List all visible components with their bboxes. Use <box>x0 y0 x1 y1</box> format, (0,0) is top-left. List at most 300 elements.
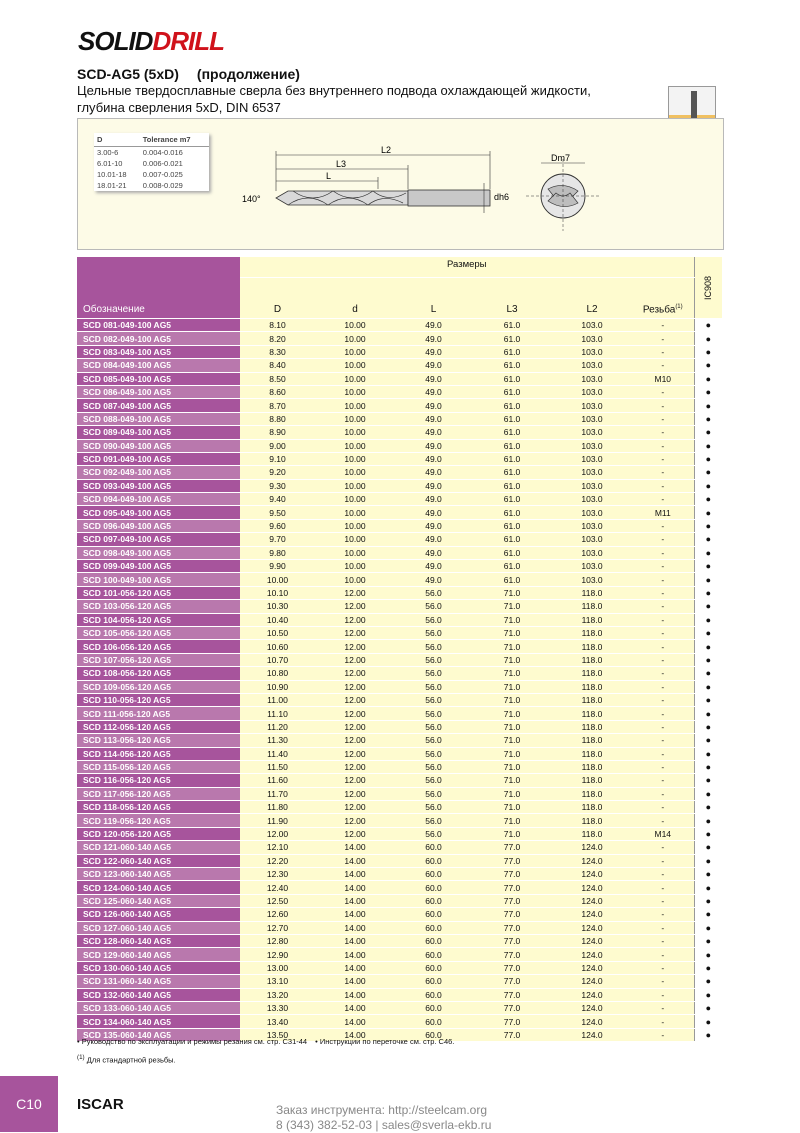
designation-cell: SCD 127-060-140 AG5 <box>77 921 240 934</box>
tol-range-cell: 3.00-6 <box>97 148 119 157</box>
designation-cell: SCD 130-060-140 AG5 <box>77 961 240 974</box>
thread-cell: - <box>632 452 694 465</box>
L3-cell: 77.0 <box>472 894 552 907</box>
d-cell: 14.00 <box>315 961 395 974</box>
designation-cell: SCD 094-049-100 AG5 <box>77 493 240 506</box>
designation-cell: SCD 119-056-120 AG5 <box>77 814 240 827</box>
table-row <box>77 466 722 479</box>
D-cell: 11.00 <box>240 693 315 706</box>
D-cell: 10.60 <box>240 640 315 653</box>
d-cell: 12.00 <box>315 667 395 680</box>
thread-cell: - <box>632 385 694 398</box>
d-cell: 14.00 <box>315 975 395 988</box>
thread-cell: - <box>632 814 694 827</box>
thread-cell: M14 <box>632 827 694 840</box>
designation-cell: SCD 104-056-120 AG5 <box>77 613 240 626</box>
table-row <box>77 600 722 613</box>
D-cell: 10.00 <box>240 573 315 586</box>
thread-cell: - <box>632 560 694 573</box>
designation-cell: SCD 103-056-120 AG5 <box>77 600 240 613</box>
d-cell: 12.00 <box>315 707 395 720</box>
L3-cell: 61.0 <box>472 506 552 519</box>
L2-cell: 118.0 <box>552 680 632 693</box>
header-designation: Обозначение <box>77 257 240 319</box>
d-cell: 10.00 <box>315 345 395 358</box>
thread-cell: - <box>632 747 694 760</box>
L-cell: 49.0 <box>395 466 472 479</box>
thread-cell: - <box>632 774 694 787</box>
L2-cell: 118.0 <box>552 734 632 747</box>
L2-cell: 124.0 <box>552 988 632 1001</box>
table-row <box>77 707 722 720</box>
D-cell: 10.10 <box>240 586 315 599</box>
L-cell: 60.0 <box>395 921 472 934</box>
stock-mark-cell: ● <box>694 546 722 559</box>
L3-cell: 71.0 <box>472 814 552 827</box>
designation-cell: SCD 096-049-100 AG5 <box>77 519 240 532</box>
L2-cell: 118.0 <box>552 707 632 720</box>
table-row <box>77 613 722 626</box>
stock-mark-cell: ● <box>694 519 722 532</box>
L-cell: 49.0 <box>395 546 472 559</box>
D-cell: 12.40 <box>240 881 315 894</box>
L2-cell: 118.0 <box>552 626 632 639</box>
designation-cell: SCD 087-049-100 AG5 <box>77 399 240 412</box>
L3-cell: 61.0 <box>472 533 552 546</box>
d-cell: 10.00 <box>315 359 395 372</box>
solid-drill-logo: SOLIDDRILL <box>78 26 224 56</box>
table-row <box>77 479 722 492</box>
L3-cell: 77.0 <box>472 881 552 894</box>
thread-cell: - <box>632 600 694 613</box>
thread-cell: - <box>632 533 694 546</box>
table-row <box>77 774 722 787</box>
L-cell: 56.0 <box>395 734 472 747</box>
L2-cell: 124.0 <box>552 1001 632 1014</box>
L2-cell: 118.0 <box>552 720 632 733</box>
L2-cell: 124.0 <box>552 854 632 867</box>
L3-cell: 71.0 <box>472 653 552 666</box>
L2-cell: 103.0 <box>552 372 632 385</box>
L3-cell: 71.0 <box>472 747 552 760</box>
designation-cell: SCD 110-056-120 AG5 <box>77 693 240 706</box>
tol-range-cell: 18.01-21 <box>97 181 127 190</box>
L2-cell: 124.0 <box>552 908 632 921</box>
D-cell: 11.80 <box>240 801 315 814</box>
d-cell: 14.00 <box>315 1001 395 1014</box>
L-cell: 60.0 <box>395 988 472 1001</box>
D-cell: 13.00 <box>240 961 315 974</box>
D-cell: 10.90 <box>240 680 315 693</box>
L2-cell: 124.0 <box>552 934 632 947</box>
stock-mark-cell: ● <box>694 908 722 921</box>
L2-cell: 118.0 <box>552 586 632 599</box>
L3-cell: 71.0 <box>472 640 552 653</box>
table-row <box>77 975 722 988</box>
stock-mark-cell: ● <box>694 372 722 385</box>
table-row <box>77 372 722 385</box>
d-cell: 12.00 <box>315 760 395 773</box>
stock-mark-cell: ● <box>694 412 722 425</box>
thread-cell: - <box>632 426 694 439</box>
L-cell: 60.0 <box>395 868 472 881</box>
d-cell: 12.00 <box>315 787 395 800</box>
L2-cell: 103.0 <box>552 560 632 573</box>
d-cell: 10.00 <box>315 439 395 452</box>
L2-cell: 103.0 <box>552 439 632 452</box>
label-l: L <box>326 171 332 181</box>
table-row <box>77 894 722 907</box>
table-row <box>77 399 722 412</box>
header-d: d <box>315 278 395 319</box>
thread-cell: - <box>632 734 694 747</box>
table-row <box>77 787 722 800</box>
L3-cell: 77.0 <box>472 975 552 988</box>
L2-cell: 103.0 <box>552 359 632 372</box>
order-url: Заказ инструмента: http://steelcam.org <box>276 1103 488 1117</box>
L3-cell: 61.0 <box>472 546 552 559</box>
designation-cell: SCD 097-049-100 AG5 <box>77 533 240 546</box>
L3-cell: 71.0 <box>472 586 552 599</box>
d-cell: 10.00 <box>315 546 395 559</box>
L-cell: 56.0 <box>395 680 472 693</box>
D-cell: 13.50 <box>240 1028 315 1041</box>
L-cell: 49.0 <box>395 573 472 586</box>
D-cell: 13.40 <box>240 1015 315 1028</box>
tol-value-cell: 0.006-0.021 <box>142 159 183 168</box>
L3-cell: 77.0 <box>472 841 552 854</box>
L-cell: 49.0 <box>395 319 472 332</box>
table-row <box>77 881 722 894</box>
designation-cell: SCD 086-049-100 AG5 <box>77 385 240 398</box>
L2-cell: 103.0 <box>552 479 632 492</box>
designation-cell: SCD 109-056-120 AG5 <box>77 680 240 693</box>
L3-cell: 77.0 <box>472 1028 552 1041</box>
table-row <box>77 921 722 934</box>
D-cell: 10.70 <box>240 653 315 666</box>
thread-cell: - <box>632 881 694 894</box>
table-row <box>77 412 722 425</box>
designation-cell: SCD 081-049-100 AG5 <box>77 319 240 332</box>
table-row <box>77 747 722 760</box>
table-row <box>77 934 722 947</box>
table-row <box>77 452 722 465</box>
designation-cell: SCD 098-049-100 AG5 <box>77 546 240 559</box>
stock-mark-cell: ● <box>694 801 722 814</box>
table-row <box>77 345 722 358</box>
L2-cell: 103.0 <box>552 466 632 479</box>
L2-cell: 103.0 <box>552 426 632 439</box>
table-row <box>77 961 722 974</box>
thread-cell: - <box>632 573 694 586</box>
table-row <box>77 640 722 653</box>
designation-cell: SCD 101-056-120 AG5 <box>77 586 240 599</box>
table-row <box>77 854 722 867</box>
thread-cell: - <box>632 399 694 412</box>
label-dh6: dh6 <box>494 192 510 202</box>
designation-cell: SCD 105-056-120 AG5 <box>77 626 240 639</box>
L2-cell: 118.0 <box>552 667 632 680</box>
designation-cell: SCD 131-060-140 AG5 <box>77 975 240 988</box>
thread-cell: - <box>632 948 694 961</box>
L-cell: 56.0 <box>395 600 472 613</box>
thread-cell: - <box>632 961 694 974</box>
table-row <box>77 560 722 573</box>
L3-cell: 61.0 <box>472 493 552 506</box>
L-cell: 56.0 <box>395 640 472 653</box>
header-L3: L3 <box>472 278 552 319</box>
L2-cell: 103.0 <box>552 533 632 546</box>
L3-cell: 61.0 <box>472 439 552 452</box>
L3-cell: 61.0 <box>472 560 552 573</box>
d-cell: 10.00 <box>315 332 395 345</box>
table-row <box>77 573 722 586</box>
thread-cell: - <box>632 720 694 733</box>
thread-cell: - <box>632 934 694 947</box>
d-cell: 14.00 <box>315 894 395 907</box>
stock-mark-cell: ● <box>694 827 722 840</box>
D-cell: 12.50 <box>240 894 315 907</box>
designation-cell: SCD 122-060-140 AG5 <box>77 854 240 867</box>
d-cell: 12.00 <box>315 653 395 666</box>
stock-mark-cell: ● <box>694 452 722 465</box>
d-cell: 10.00 <box>315 479 395 492</box>
L-cell: 56.0 <box>395 586 472 599</box>
d-cell: 12.00 <box>315 747 395 760</box>
L2-cell: 124.0 <box>552 841 632 854</box>
thread-cell: - <box>632 1001 694 1014</box>
L-cell: 56.0 <box>395 747 472 760</box>
stock-mark-cell: ● <box>694 319 722 332</box>
thread-cell: - <box>632 319 694 332</box>
L3-cell: 71.0 <box>472 734 552 747</box>
stock-mark-cell: ● <box>694 921 722 934</box>
L-cell: 56.0 <box>395 827 472 840</box>
stock-mark-cell: ● <box>694 934 722 947</box>
d-cell: 14.00 <box>315 1028 395 1041</box>
stock-mark-cell: ● <box>694 693 722 706</box>
L3-cell: 77.0 <box>472 948 552 961</box>
brand-name: ISCAR <box>77 1096 124 1113</box>
stock-mark-cell: ● <box>694 586 722 599</box>
L2-cell: 124.0 <box>552 921 632 934</box>
L3-cell: 77.0 <box>472 921 552 934</box>
L2-cell: 118.0 <box>552 613 632 626</box>
D-cell: 12.70 <box>240 921 315 934</box>
stock-mark-cell: ● <box>694 868 722 881</box>
D-cell: 11.30 <box>240 734 315 747</box>
D-cell: 13.10 <box>240 975 315 988</box>
D-cell: 13.30 <box>240 1001 315 1014</box>
thread-cell: - <box>632 519 694 532</box>
stock-mark-cell: ● <box>694 988 722 1001</box>
D-cell: 8.80 <box>240 412 315 425</box>
D-cell: 11.90 <box>240 814 315 827</box>
table-row <box>77 519 722 532</box>
D-cell: 10.40 <box>240 613 315 626</box>
L3-cell: 61.0 <box>472 399 552 412</box>
table-row <box>77 908 722 921</box>
L3-cell: 61.0 <box>472 519 552 532</box>
stock-mark-cell: ● <box>694 747 722 760</box>
L-cell: 60.0 <box>395 961 472 974</box>
L-cell: 60.0 <box>395 1001 472 1014</box>
L2-cell: 124.0 <box>552 881 632 894</box>
stock-mark-cell: ● <box>694 466 722 479</box>
d-cell: 12.00 <box>315 801 395 814</box>
title-main: SCD-AG5 (5xD) <box>77 66 179 82</box>
table-row <box>77 493 722 506</box>
L2-cell: 103.0 <box>552 506 632 519</box>
stock-mark-cell: ● <box>694 426 722 439</box>
label-dm7: Dm7 <box>551 153 571 163</box>
d-cell: 12.00 <box>315 814 395 827</box>
thread-cell: - <box>632 493 694 506</box>
d-cell: 10.00 <box>315 466 395 479</box>
d-cell: 14.00 <box>315 921 395 934</box>
d-cell: 14.00 <box>315 841 395 854</box>
L2-cell: 124.0 <box>552 961 632 974</box>
L2-cell: 118.0 <box>552 747 632 760</box>
D-cell: 9.20 <box>240 466 315 479</box>
tol-header-d: D <box>94 133 140 147</box>
L2-cell: 118.0 <box>552 774 632 787</box>
label-angle: 140° <box>242 194 261 204</box>
tol-value-cell: 0.008-0.029 <box>142 181 183 190</box>
D-cell: 8.10 <box>240 319 315 332</box>
D-cell: 12.30 <box>240 868 315 881</box>
designation-cell: SCD 134-060-140 AG5 <box>77 1015 240 1028</box>
designation-cell: SCD 089-049-100 AG5 <box>77 426 240 439</box>
stock-mark-cell: ● <box>694 1001 722 1014</box>
L-cell: 49.0 <box>395 560 472 573</box>
L-cell: 49.0 <box>395 533 472 546</box>
L-cell: 60.0 <box>395 894 472 907</box>
stock-mark-cell: ● <box>694 493 722 506</box>
stock-mark-cell: ● <box>694 479 722 492</box>
designation-cell: SCD 121-060-140 AG5 <box>77 841 240 854</box>
table-row <box>77 720 722 733</box>
table-row <box>77 653 722 666</box>
L-cell: 56.0 <box>395 760 472 773</box>
L-cell: 60.0 <box>395 881 472 894</box>
L3-cell: 77.0 <box>472 908 552 921</box>
stock-mark-cell: ● <box>694 734 722 747</box>
header-L: L <box>395 278 472 319</box>
d-cell: 12.00 <box>315 640 395 653</box>
stock-mark-cell: ● <box>694 680 722 693</box>
designation-cell: SCD 085-049-100 AG5 <box>77 372 240 385</box>
L3-cell: 77.0 <box>472 854 552 867</box>
L3-cell: 61.0 <box>472 372 552 385</box>
d-cell: 10.00 <box>315 319 395 332</box>
designation-cell: SCD 133-060-140 AG5 <box>77 1001 240 1014</box>
L-cell: 49.0 <box>395 493 472 506</box>
L3-cell: 71.0 <box>472 680 552 693</box>
table-row <box>77 586 722 599</box>
page-number: C10 <box>0 1076 58 1132</box>
L3-cell: 61.0 <box>472 385 552 398</box>
L3-cell: 77.0 <box>472 868 552 881</box>
stock-mark-cell: ● <box>694 640 722 653</box>
L3-cell: 71.0 <box>472 787 552 800</box>
thread-cell: - <box>632 841 694 854</box>
L2-cell: 124.0 <box>552 1028 632 1041</box>
L3-cell: 71.0 <box>472 693 552 706</box>
D-cell: 8.30 <box>240 345 315 358</box>
designation-cell: SCD 093-049-100 AG5 <box>77 479 240 492</box>
L2-cell: 124.0 <box>552 894 632 907</box>
L-cell: 49.0 <box>395 372 472 385</box>
D-cell: 8.70 <box>240 399 315 412</box>
d-cell: 10.00 <box>315 399 395 412</box>
stock-mark-cell: ● <box>694 814 722 827</box>
designation-cell: SCD 111-056-120 AG5 <box>77 707 240 720</box>
L3-cell: 71.0 <box>472 707 552 720</box>
designation-cell: SCD 095-049-100 AG5 <box>77 506 240 519</box>
stock-mark-cell: ● <box>694 707 722 720</box>
table-row <box>77 760 722 773</box>
stock-mark-cell: ● <box>694 1028 722 1041</box>
d-cell: 12.00 <box>315 626 395 639</box>
L-cell: 60.0 <box>395 841 472 854</box>
thread-cell: - <box>632 707 694 720</box>
d-cell: 10.00 <box>315 412 395 425</box>
D-cell: 11.50 <box>240 760 315 773</box>
table-row <box>77 626 722 639</box>
L-cell: 60.0 <box>395 975 472 988</box>
stock-mark-cell: ● <box>694 975 722 988</box>
designation-cell: SCD 092-049-100 AG5 <box>77 466 240 479</box>
stock-mark-cell: ● <box>694 359 722 372</box>
designation-cell: SCD 108-056-120 AG5 <box>77 667 240 680</box>
stock-mark-cell: ● <box>694 854 722 867</box>
table-row <box>77 734 722 747</box>
thread-cell: - <box>632 653 694 666</box>
designation-cell: SCD 126-060-140 AG5 <box>77 908 240 921</box>
D-cell: 8.90 <box>240 426 315 439</box>
D-cell: 10.80 <box>240 667 315 680</box>
thread-cell: - <box>632 412 694 425</box>
thread-cell: M10 <box>632 372 694 385</box>
stock-mark-cell: ● <box>694 841 722 854</box>
L2-cell: 103.0 <box>552 332 632 345</box>
thread-cell: - <box>632 1015 694 1028</box>
drill-side-view <box>78 119 723 249</box>
thread-cell: - <box>632 921 694 934</box>
L3-cell: 77.0 <box>472 934 552 947</box>
L-cell: 56.0 <box>395 626 472 639</box>
d-cell: 10.00 <box>315 560 395 573</box>
D-cell: 11.60 <box>240 774 315 787</box>
header-thread: Резьба$^{(1)}$ <box>632 278 694 319</box>
header-L2: L2 <box>552 278 632 319</box>
L-cell: 49.0 <box>395 519 472 532</box>
designation-cell: SCD 107-056-120 AG5 <box>77 653 240 666</box>
product-table <box>77 257 722 1042</box>
designation-cell: SCD 114-056-120 AG5 <box>77 747 240 760</box>
d-cell: 12.00 <box>315 720 395 733</box>
d-cell: 12.00 <box>315 734 395 747</box>
table-row <box>77 1015 722 1028</box>
L3-cell: 77.0 <box>472 961 552 974</box>
stock-mark-cell: ● <box>694 881 722 894</box>
L2-cell: 124.0 <box>552 868 632 881</box>
L-cell: 56.0 <box>395 814 472 827</box>
L-cell: 56.0 <box>395 613 472 626</box>
d-cell: 14.00 <box>315 988 395 1001</box>
D-cell: 9.10 <box>240 452 315 465</box>
